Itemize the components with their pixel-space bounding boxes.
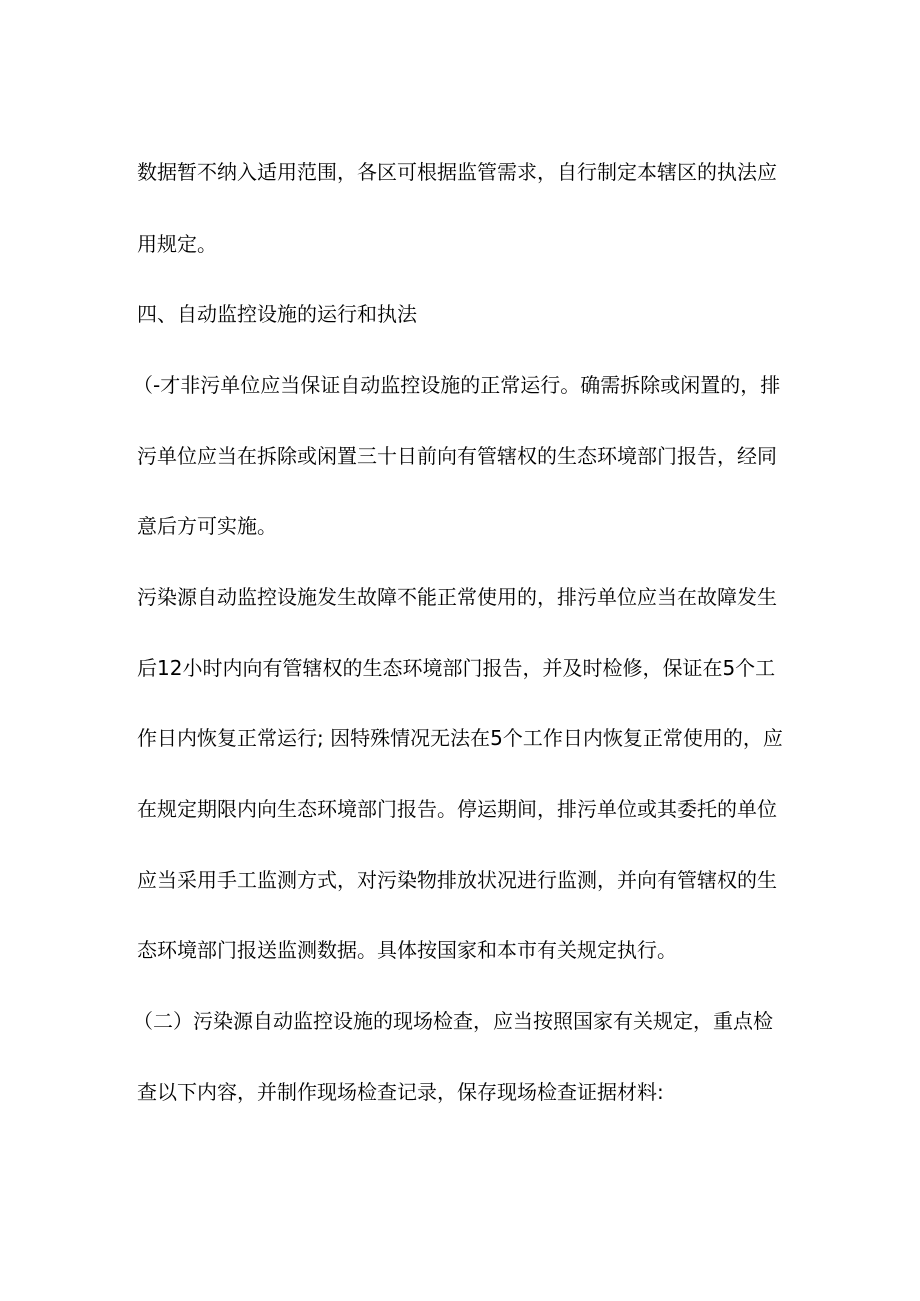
text-line: 污染源自动监控设施发生故障不能正常使用的，排污单位应当在故障发生 — [137, 585, 777, 609]
text-line: 在规定期限内向生态环境部门报告。停运期间，排污单位或其委托的单位 — [137, 797, 777, 821]
text-line: 作日内恢复正常运行; 因特殊情况无法在5个工作日内恢复正常使用的，应 — [137, 726, 783, 750]
text-line: 污单位应当在拆除或闲置三十日前向有管辖权的生态环境部门报告，经同 — [137, 444, 777, 468]
text-line: 后12小时内向有管辖权的生态环境部门报告，并及时检修，保证在5个工 — [137, 656, 776, 680]
text-line: 用规定。 — [137, 232, 217, 256]
text-line: 意后方可实施。 — [137, 514, 277, 538]
text-line: （二）污染源自动监控设施的现场检查，应当按照国家有关规定，重点检 — [133, 1009, 773, 1033]
text-line: 数据暂不纳入适用范围，各区可根据监管需求，自行制定本辖区的执法应 — [137, 160, 777, 184]
section-heading: 四、自动监控设施的运行和执法 — [137, 302, 417, 326]
text-line: 态环境部门报送监测数据。具体按国家和本市有关规定执行。 — [137, 938, 677, 962]
text-line: 应当采用手工监测方式，对污染物排放状况进行监测，并向有管辖权的生 — [137, 868, 777, 892]
text-line: 查以下内容，并制作现场检查记录，保存现场检查证据材料: — [137, 1080, 664, 1104]
text-line: （-才非污单位应当保证自动监控设施的正常运行。确需拆除或闲置的，排 — [133, 373, 781, 397]
